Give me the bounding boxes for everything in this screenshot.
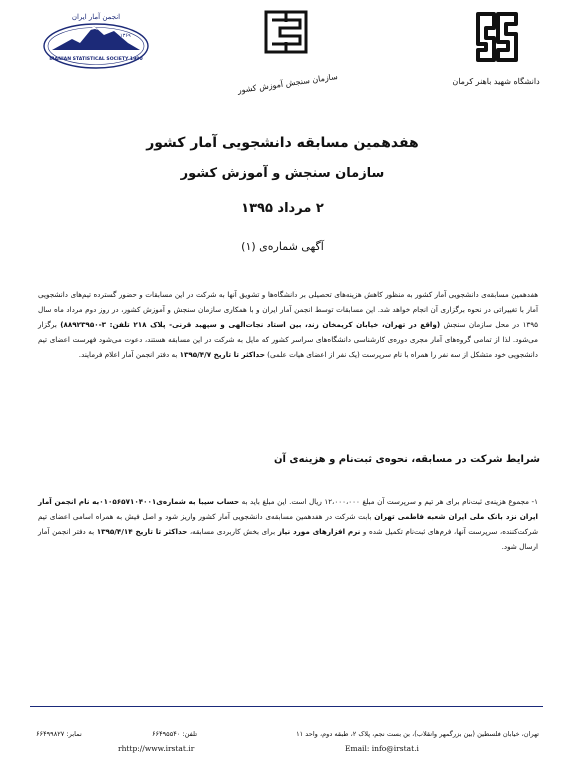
iranian-statistical-society-logo [40,10,152,74]
bank-account-info: حساب سیبا به شماره‌ی۰۱۰۵۶۵۷۱۰۴۰۰۱به نام انجمن آمار ایران نزد بانک ملی ایران شعبه فاطمی تهران [38,497,538,521]
ias-persian-name: انجمن آمار ایران [71,13,121,21]
conditions-text-3: برای بخش کاربردی مسابقه، [187,527,278,536]
ias-english-name: IRANIAN STATISTICAL SOCIETY 1990 [49,57,143,62]
page-title: هفدهمین مسابقه دانشجویی آمار کشور [146,135,419,151]
conditions-text-1: ۱- مجموع هزینه‌ی ثبت‌نام برای هر تیم و سرپرست آن مبلغ ۱۲،۰۰۰،۰۰۰ ریال است. این مبلغ باید به [239,497,539,506]
footer-divider [30,706,543,707]
conditions-deadline: حداکثر تا تاریخ ۱۳۹۵/۴/۱۴ [96,527,188,536]
shahid-bahonar-university-logo [450,10,540,92]
sanjesh-organization-logo [237,10,339,100]
conditions-text-4: به دفتر انجمن آمار ارسال شود. [38,527,538,551]
conditions-paragraph [38,494,538,554]
required-software: نرم افزارهای مورد نیاز [277,527,361,536]
ias-year: ۱۳۶۹ [120,33,131,39]
conditions-heading: شرایط شرکت در مسابقه، نحوه‌ی ثبت‌نام و هزینه‌ی آن [273,454,540,465]
sanjesh-logo-text: سازمان سنجش آموزش کشور [237,72,339,96]
intro-paragraph [38,287,538,362]
event-date: ۲ مرداد ۱۳۹۵ [241,201,324,216]
footer-website-link[interactable]: rhttp://www.irstat.ir [118,744,195,753]
kerman-logo-text: دانشگاه شهید باهنر کرمان [452,77,540,86]
conditions-text-2: بابت شرکت در هفدهمین مسابقه‌ی دانشجویی آمار کشور واریز شود و اصل فیش به همراه اسامی اعضای تیم شرکت‌کننده، سرپرست آنها، فرم‌های ثبت‌نام تکمیل شده و [38,512,539,536]
intro-text-1: هفدهمین مسابقه‌ی دانشجویی آمار کشور به منظور کاهش هزینه‌های تحصیلی بر دانشگاه‌ها و تشویق آنها به شرکت در این مسابقات و حضور گسترده تیم‌های دانشجویی آمار با تغییراتی در نحوه برگزاری آن انجام خواهد شد. این مسابقات توسط انجمن آمار ایران و با همکاری سازمان سنجش و آموزش کشور، در روز دوم مرداد ماه سال ۱۳۹۵ در محل سازمان سنجش [38,290,539,329]
intro-venue-address: (واقع در تهران، خیابان کریمخان زند، بین استاد نجات‌الهی و سپهبد قرنی- پلاک ۲۱۸ تلفن: ۳-۸۸۹۲۳۹۵۰) [60,320,441,329]
intro-deadline: حداکثر تا تاریخ ۱۳۹۵/۴/۷ [179,350,265,359]
footer-phone: تلفن: ۶۶۴۹۵۵۴۰ [152,730,198,738]
footer-email-link[interactable]: Email: info@irstat.i [345,744,419,753]
intro-text-3: به دفتر انجمن آمار اعلام فرمایند. [78,350,180,359]
notice-number: آگهی شماره‌ی (۱) [241,240,324,253]
footer-fax: نمابر: ۶۶۴۹۹۸۲۷ [36,730,82,738]
footer-address: تهران، خیابان فلسطین (بین بزرگمهر وانقلاب)، بن بست نجم، پلاک ۲، طبقه دوم، واحد ۱۱ [296,730,539,738]
organization-subtitle: سازمان سنجش و آموزش کشور [180,166,385,181]
intro-text-2: برگزار می‌شود. لذا از تمامی گروه‌های آمار مجری دوره‌ی کارشناسی دانشگاه‌های سراسر کشور که مایل به شرکت در این مسابقه هستند، دعوت می‌شود فهرست اعضای تیم دانشجویی خود متشکل از سه نفر را همراه با نام سرپرست (یک نفر از اعضای هیات علمی) [38,320,538,359]
